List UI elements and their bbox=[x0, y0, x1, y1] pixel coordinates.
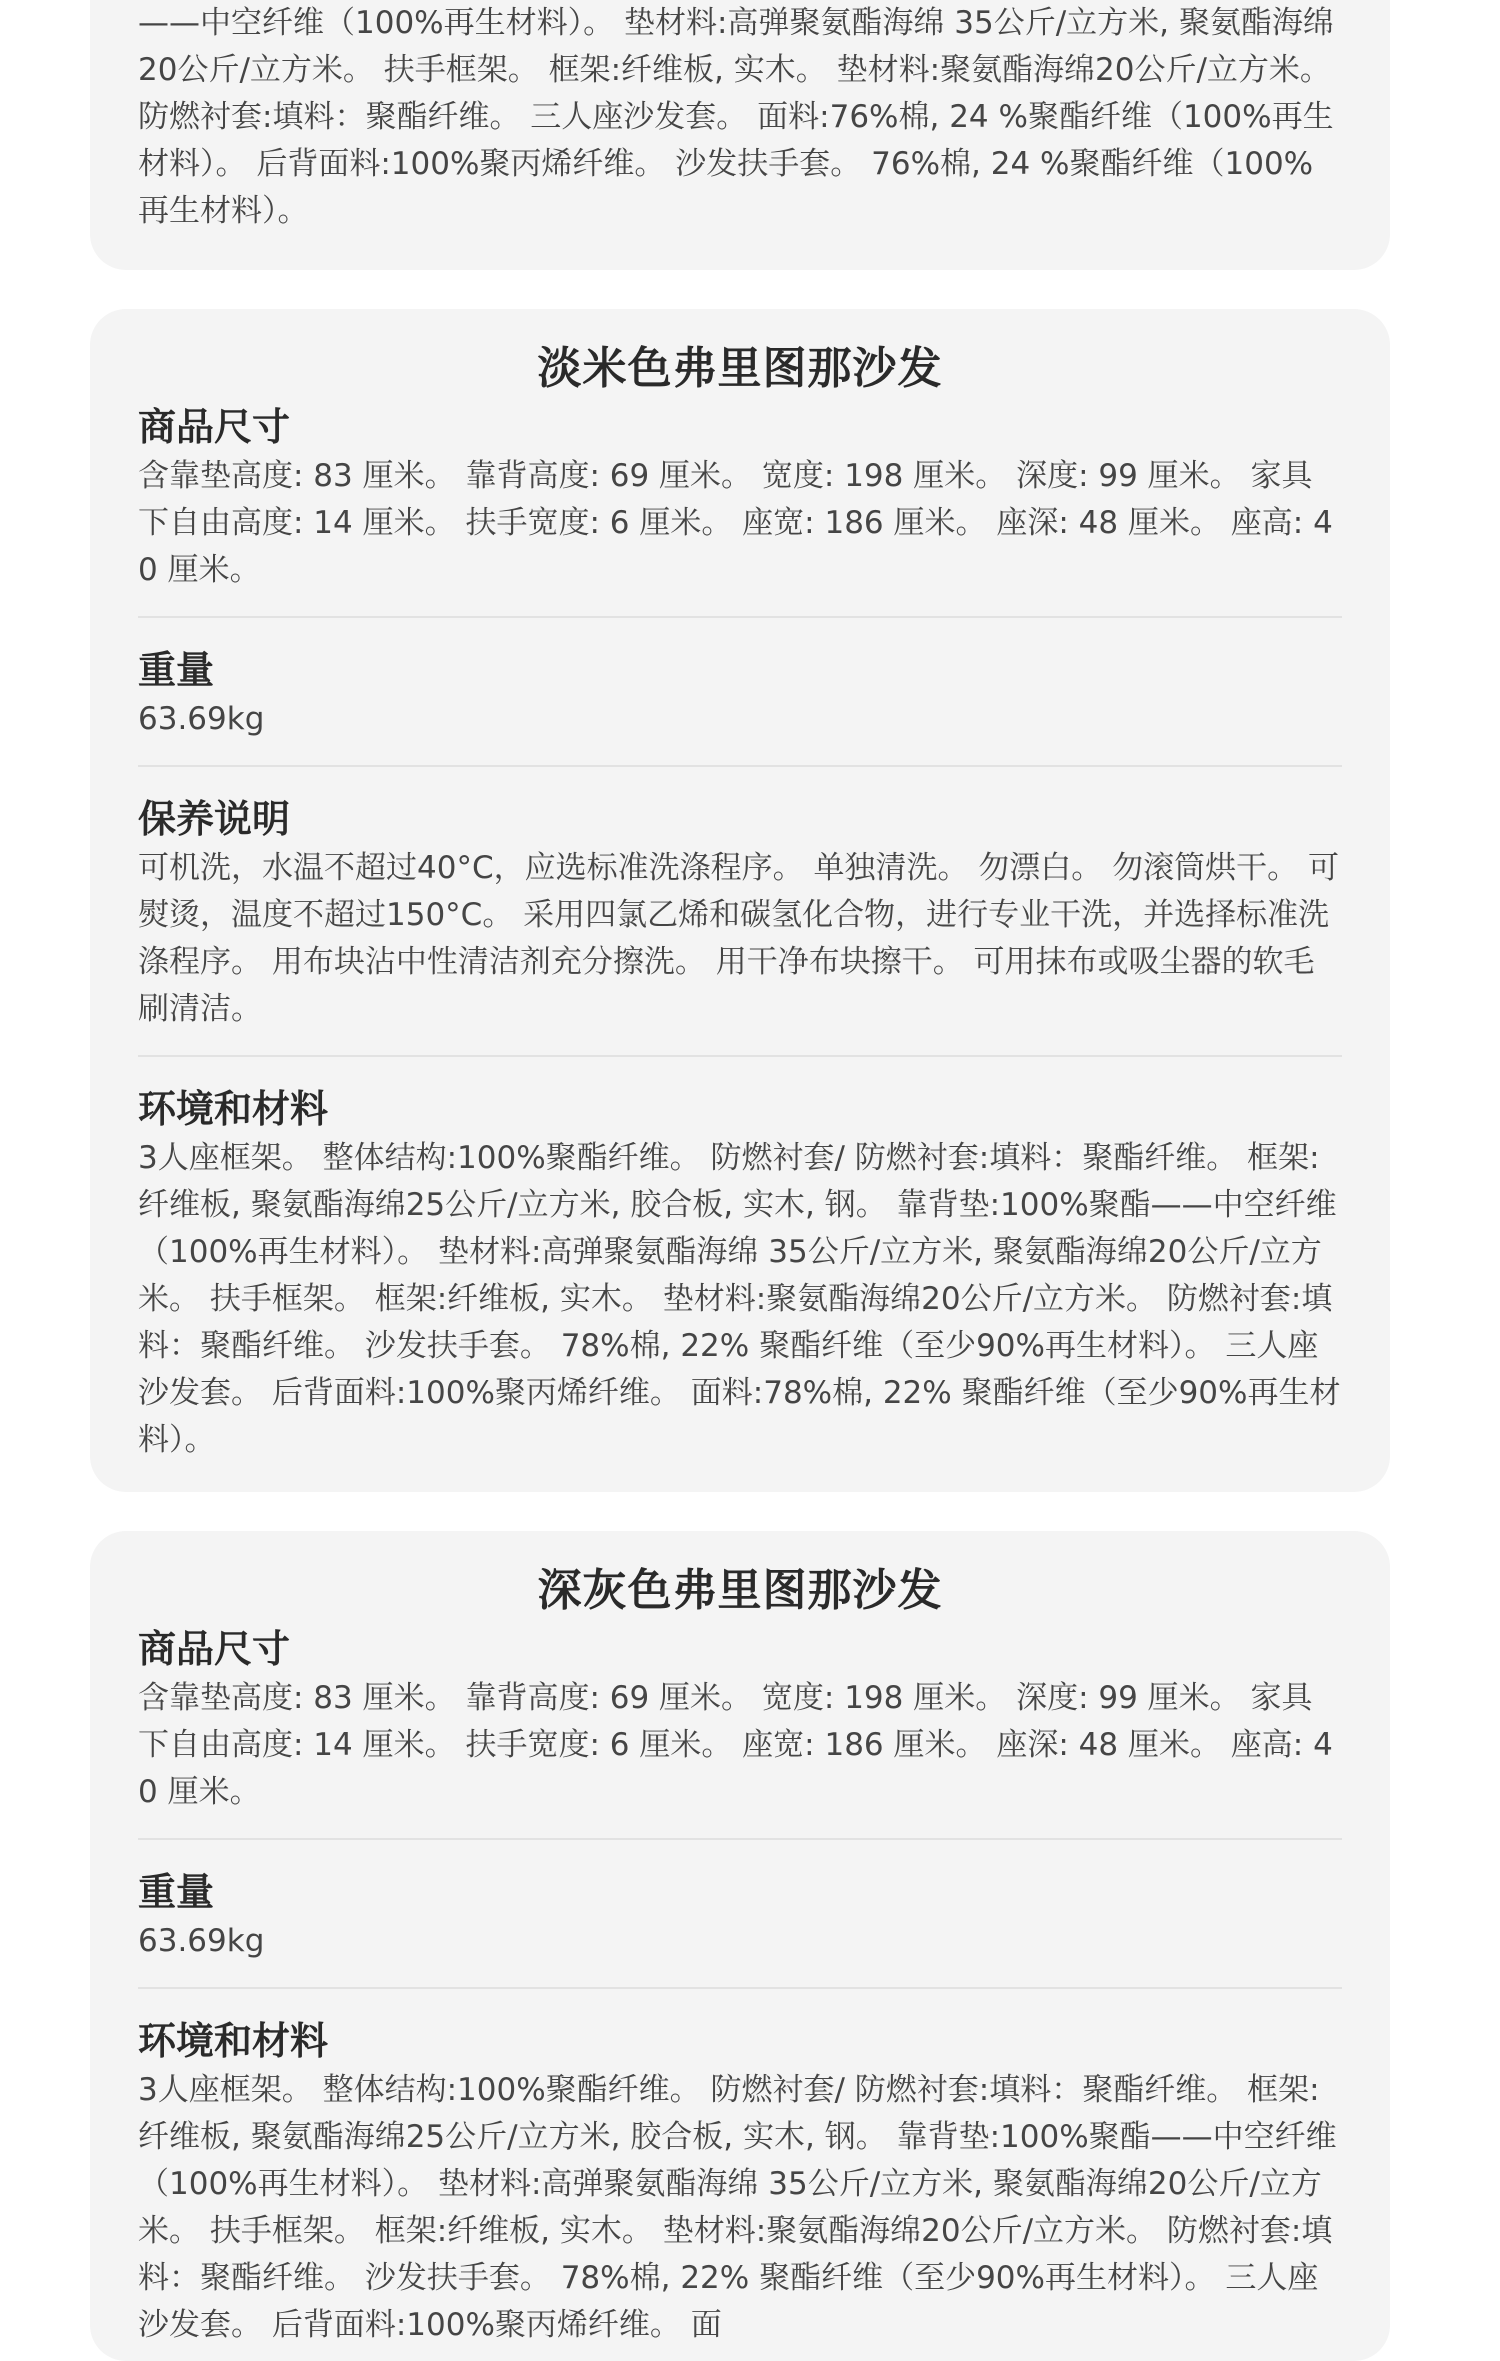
dimensions-text: 含靠垫高度: 83 厘米。 靠背高度: 69 厘米。 宽度: 198 厘米。 深度: 99 厘米。 家具下自由高度: 14 厘米。 扶手宽度: 6 厘米。 座宽: 186 厘米。 座深: 48 厘米。 座高: 40 厘米。 bbox=[138, 458, 1333, 588]
material-card-previous bbox=[90, 0, 1390, 270]
weight-value: 63.69kg bbox=[138, 1923, 265, 1959]
product-title: 淡米色弗里图那沙发 bbox=[537, 343, 943, 394]
section-heading: 环境和材料 bbox=[138, 1087, 329, 1131]
product-card-light-beige bbox=[90, 309, 1390, 1492]
dimensions-section bbox=[138, 401, 1342, 618]
care-instructions-text: 可机洗，水温不超过40°C，应选标准洗涤程序。 单独清洗。 勿漂白。 勿滚筒烘干。 可熨烫，温度不超过150°C。 采用四氯乙烯和碳氢化合物，进行专业干洗，并选择标准洗涤程序。 用布块沾中性清洁剂充分擦洗。 用干净布块擦干。 可用抹布或吸尘器的软毛刷清洁。 bbox=[138, 850, 1340, 1027]
materials-text: 3人座框架。 整体结构:100%聚酯纤维。 防燃衬套/ 防燃衬套:填料：聚酯纤维。 框架:纤维板, 聚氨酯海绵25公斤/立方米, 胶合板, 实木, 钢。 靠背垫:100%聚酯——中空纤维（100%再生材料）。 垫材料:高弹聚氨酯海绵 35公斤/立方米, 聚氨酯海绵20公斤/立方米。 扶手框架。 框架:纤维板, 实木。 垫材料:聚氨酯海绵20公斤/立方米。 防燃衬套:填料：聚酯纤维。 沙发扶手套。 78%棉, 22% 聚酯纤维（至少90%再生材料）。 三人座沙发套。 后背面料:100%聚丙烯纤维。 面 bbox=[138, 2072, 1337, 2343]
care-instructions-section bbox=[138, 793, 1342, 1057]
materials-text: ——中空纤维（100%再生材料）。 垫材料:高弹聚氨酯海绵 35公斤/立方米, 聚氨酯海绵20公斤/立方米。 扶手框架。 框架:纤维板, 实木。 垫材料:聚氨酯海绵20公斤/立方米。 防燃衬套:填料：聚酯纤维。 三人座沙发套。 面料:76%棉, 24 %聚酯纤维（100%再生材料）。 后背面料:100%聚丙烯纤维。 沙发扶手套。 76%棉, 24 %聚酯纤维（100%再生材料）。 bbox=[138, 5, 1334, 229]
section-heading: 重量 bbox=[138, 648, 215, 692]
weight-value: 63.69kg bbox=[138, 701, 265, 737]
weight-section bbox=[138, 1866, 1342, 1989]
section-heading: 商品尺寸 bbox=[138, 1627, 291, 1671]
section-heading: 重量 bbox=[138, 1870, 215, 1914]
weight-section bbox=[138, 644, 1342, 767]
materials-text: 3人座框架。 整体结构:100%聚酯纤维。 防燃衬套/ 防燃衬套:填料：聚酯纤维。 框架:纤维板, 聚氨酯海绵25公斤/立方米, 胶合板, 实木, 钢。 靠背垫:100%聚酯——中空纤维（100%再生材料）。 垫材料:高弹聚氨酯海绵 35公斤/立方米, 聚氨酯海绵20公斤/立方米。 扶手框架。 框架:纤维板, 实木。 垫材料:聚氨酯海绵20公斤/立方米。 防燃衬套:填料：聚酯纤维。 沙发扶手套。 78%棉, 22% 聚酯纤维（至少90%再生材料）。 三人座沙发套。 后背面料:100%聚丙烯纤维。 面料:78%棉, 22% 聚酯纤维（至少90%再生材料）。 bbox=[138, 1140, 1341, 1458]
materials-section bbox=[138, 2015, 1342, 2349]
product-title: 深灰色弗里图那沙发 bbox=[537, 1565, 943, 1616]
section-heading: 商品尺寸 bbox=[138, 405, 291, 449]
dimensions-section bbox=[138, 1623, 1342, 1840]
dimensions-text: 含靠垫高度: 83 厘米。 靠背高度: 69 厘米。 宽度: 198 厘米。 深度: 99 厘米。 家具下自由高度: 14 厘米。 扶手宽度: 6 厘米。 座宽: 186 厘米。 座深: 48 厘米。 座高: 40 厘米。 bbox=[138, 1680, 1333, 1810]
section-heading: 环境和材料 bbox=[138, 2019, 329, 2063]
product-card-dark-gray bbox=[90, 1531, 1390, 2361]
section-heading: 保养说明 bbox=[138, 797, 291, 841]
materials-section bbox=[138, 1083, 1342, 1464]
